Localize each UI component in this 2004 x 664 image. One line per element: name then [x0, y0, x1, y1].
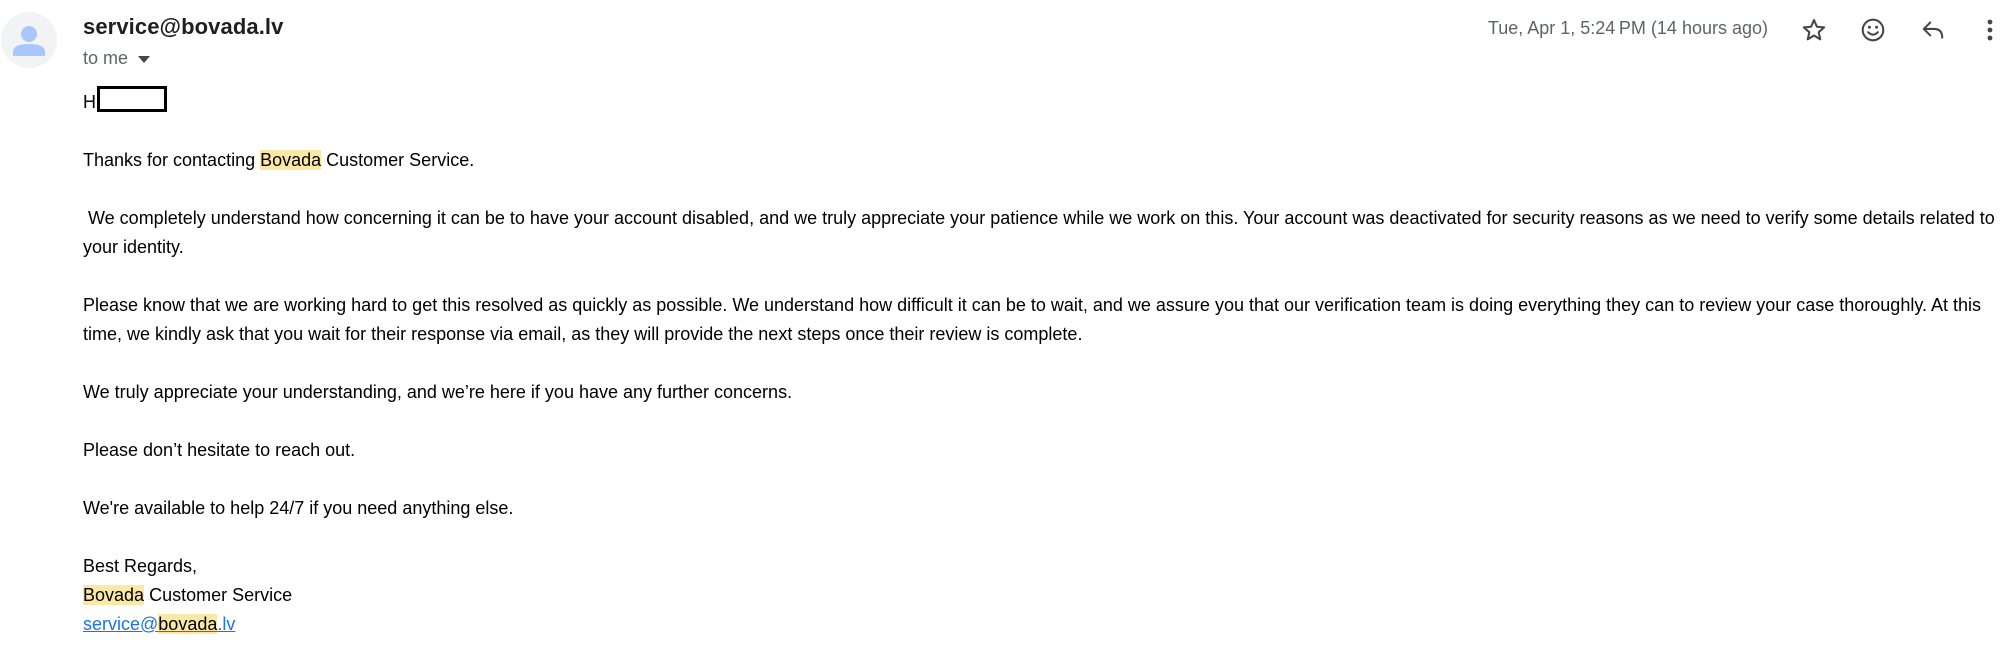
thanks-after: Customer Service.	[321, 150, 475, 170]
greeting-text: H	[83, 92, 96, 112]
thanks-before: Thanks for contacting	[83, 150, 261, 170]
signature-email-link[interactable]	[83, 614, 235, 634]
brand-highlight: Bovada	[260, 150, 322, 170]
hesitate-paragraph: Please don’t hesitate to reach out.	[83, 440, 356, 460]
redacted-name	[97, 86, 167, 112]
recipient-label: to me	[83, 48, 129, 68]
appreciate-paragraph: We truly appreciate your understanding, and we’re here if you have any further concerns.	[83, 382, 793, 402]
sender-avatar[interactable]	[1, 12, 57, 68]
email-date: Tue, Apr 1, 5:24 PM (14 hours ago)	[1487, 18, 1768, 38]
email-body	[83, 86, 2004, 639]
link-after: .lv	[217, 614, 236, 634]
sign-off: Best Regards,	[83, 556, 198, 576]
smiley-icon	[1860, 17, 1886, 43]
signature-after: Customer Service	[144, 585, 293, 605]
more-vert-icon	[1985, 17, 1995, 43]
signature-line	[83, 581, 2004, 610]
add-reaction-button[interactable]	[1853, 10, 1893, 50]
link-before: service@	[83, 614, 159, 634]
star-icon	[1801, 17, 1827, 43]
link-brand: bovada	[158, 614, 218, 634]
understand-paragraph: We completely understand how concerning it can be to have your account disabled, and we truly appreciate your patience while we work on this. Your account was deactivated for security reasons as we need to verify some details related to your identity.	[83, 208, 1995, 257]
working-paragraph: Please know that we are working hard to get this resolved as quickly as possible. We understand how difficult it can be to wait, and we assure you that our verification team is doing everything they can to review your case thoroughly. At this time, we kindly ask that you wait for their response via email, as they will provide the next steps once their review is complete.	[83, 295, 1982, 344]
star-button[interactable]	[1794, 10, 1834, 50]
sender-address[interactable]: service@bovada.lv	[83, 14, 284, 39]
recipient-line	[83, 48, 150, 69]
thanks-paragraph	[83, 146, 2004, 175]
signature-brand: Bovada	[83, 585, 145, 605]
more-options-button[interactable]	[1976, 10, 2004, 50]
greeting	[83, 86, 2004, 117]
reply-icon	[1920, 17, 1946, 43]
reply-button[interactable]	[1913, 10, 1953, 50]
chevron-down-icon[interactable]	[138, 56, 150, 63]
person-icon	[1, 12, 57, 68]
available-paragraph: We're available to help 24/7 if you need anything else.	[83, 498, 514, 518]
